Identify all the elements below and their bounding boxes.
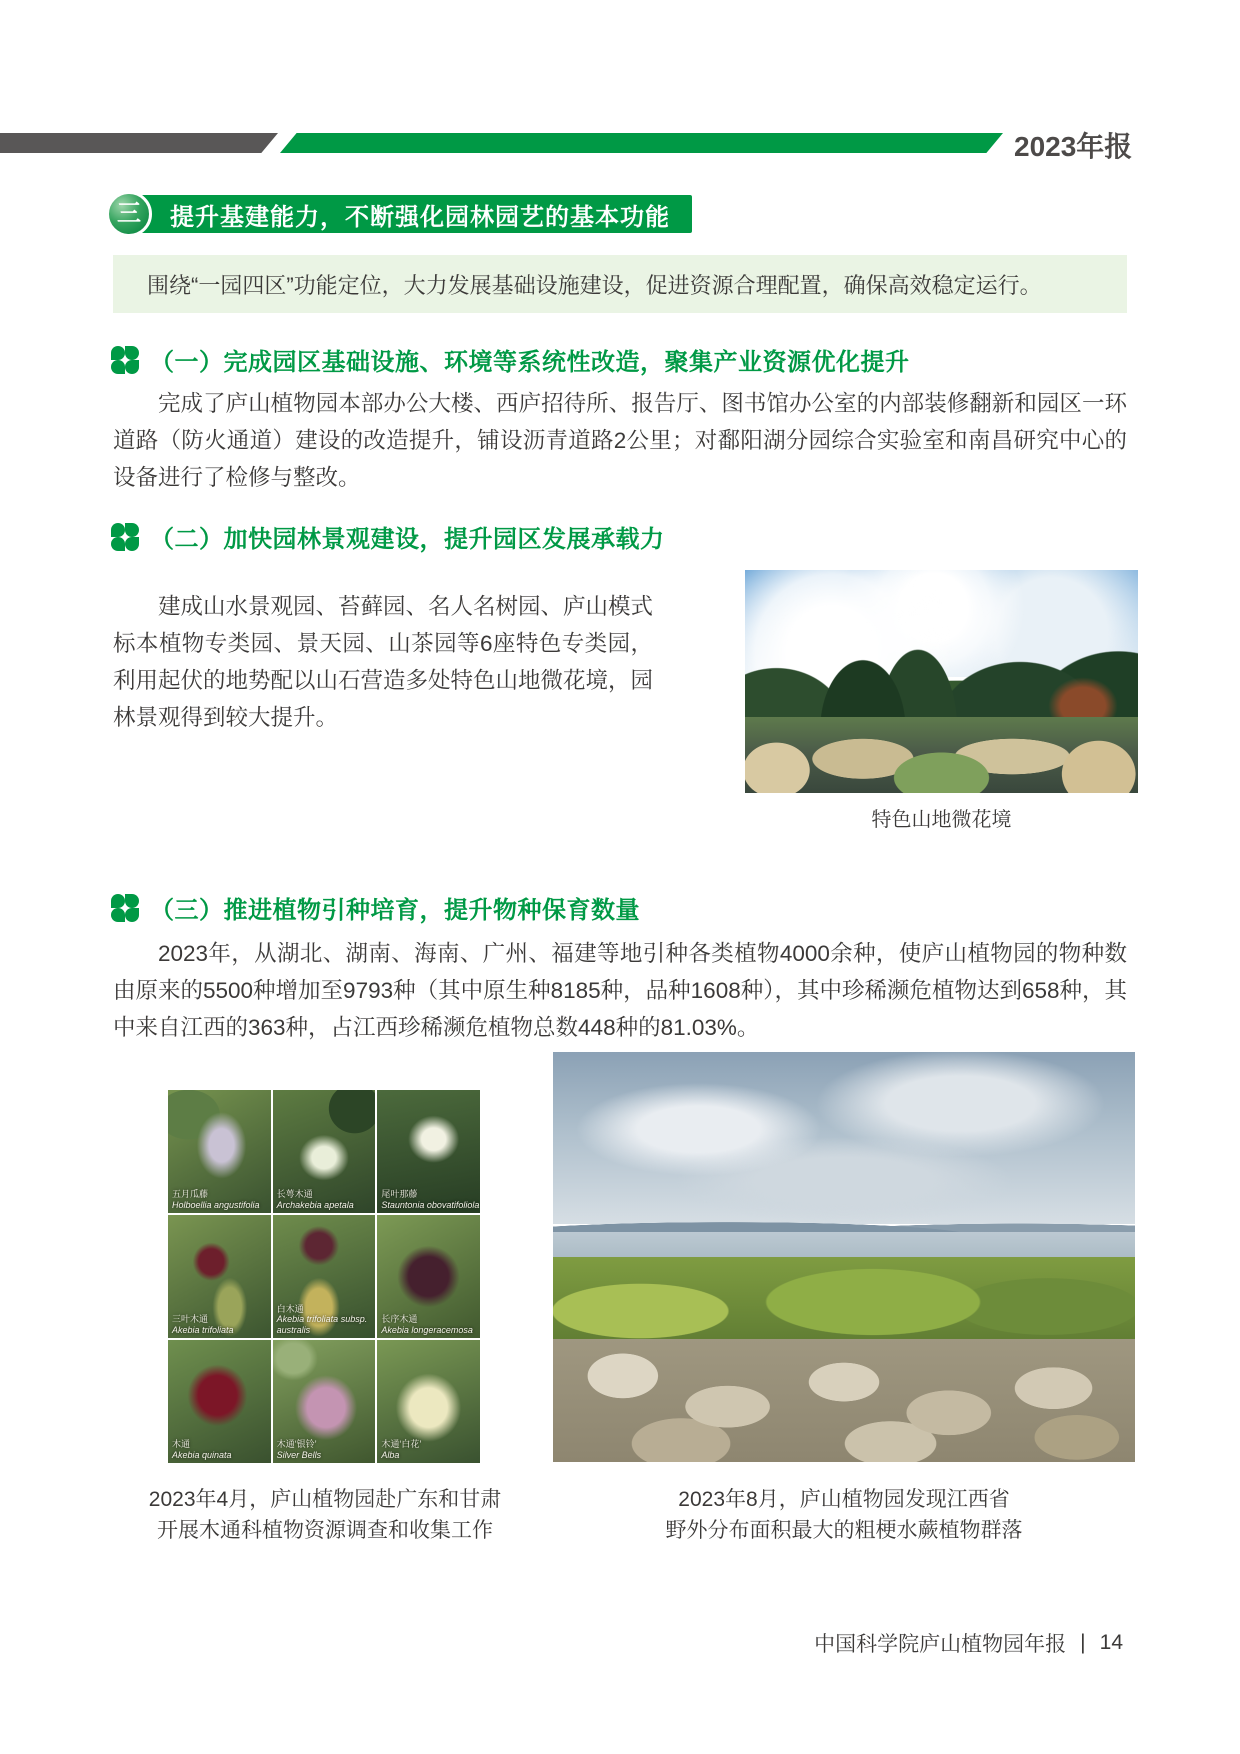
plant-name-latin: Silver Bells: [276, 1449, 322, 1460]
right-caption-line1: 2023年8月，庐山植物园发现江西省: [678, 1488, 1010, 1511]
section-2-paragraph: [113, 588, 653, 736]
wetland-photo-marsh: [553, 1257, 1135, 1347]
banner-title: 提升基建能力，不断强化园林园艺的基本功能: [170, 203, 670, 231]
section-banner: [117, 195, 692, 233]
section-3-paragraph-text: 2023年，从湖北、湖南、海南、广州、福建等地引种各类植物4000余种，使庐山植物园的物种数由原来的5500种增加至9793种（其中原生种8185种，品种1608种），其中珍稀濒危植物达到658种，其中来自江西的363种，占江西珍稀濒危植物总数448种的81.03%。: [113, 941, 1128, 1040]
header-green-bar: [280, 133, 1003, 153]
plant-name-latin: Akebia quinata: [172, 1449, 232, 1460]
plant-name-latin: Akebia trifoliata: [172, 1324, 234, 1335]
garden-photo: [745, 570, 1138, 793]
plant-name-latin: Akebia trifoliata subsp. australis: [276, 1314, 368, 1335]
footer-separator: |: [1080, 1631, 1086, 1654]
plant-cell: [273, 1090, 376, 1213]
plant-name-latin: Stauntonia obovatifoliola: [381, 1199, 480, 1210]
footer-page-number: 14: [1099, 1631, 1123, 1654]
right-photo-caption: [553, 1484, 1135, 1546]
section-2-paragraph-text: 建成山水景观园、苔藓园、名人名树园、庐山模式标本植物专类园、景天园、山茶园等6座特色专类园，利用起伏的地势配以山石营造多处特色山地微花境，园林景观得到较大提升。: [113, 594, 654, 730]
header-year-label: 2023年报: [1014, 131, 1133, 162]
intro-box: [113, 255, 1127, 313]
plant-name-cn: 长萼木通: [276, 1189, 313, 1200]
akebia-plant-grid-photo: [168, 1090, 480, 1463]
intro-text: 围绕“一园四区”功能定位，大力发展基础设施建设，促进资源合理配置，确保高效稳定运行。: [147, 272, 1042, 298]
plant-name-latin: Holboellia angustifolia: [172, 1199, 260, 1210]
page-footer: [814, 1628, 1123, 1658]
plant-name-cn: 长序木通: [381, 1314, 418, 1325]
left-photo-caption: [130, 1484, 520, 1546]
wetland-photo-rocks: [553, 1339, 1135, 1462]
plant-name-latin: Akebia longeracemosa: [381, 1324, 473, 1335]
plant-name-cn: 尾叶那藤: [381, 1189, 418, 1200]
plant-name-cn: 白木通: [276, 1303, 304, 1314]
plant-name-cn: 五月瓜藤: [172, 1189, 209, 1200]
plant-cell: [168, 1090, 271, 1213]
section-3-heading: （三）推进植物引种培育，提升物种保育数量: [150, 897, 640, 924]
section-3-paragraph: [113, 935, 1127, 1046]
banner-index-icon: [106, 191, 152, 237]
wetland-photo-sky: [553, 1052, 1135, 1224]
left-caption-line2: 开展木通科植物资源调查和收集工作: [157, 1519, 493, 1542]
plant-cell: [273, 1340, 376, 1463]
plant-name-cn: 三叶木通: [172, 1314, 209, 1325]
footer-report-title: 中国科学院庐山植物园年报: [814, 1633, 1067, 1656]
section-2-heading-row: [110, 519, 665, 554]
header-gray-bar: [0, 133, 278, 153]
garden-photo-pond-rocks: [745, 717, 1138, 793]
right-caption-line2: 野外分布面积最大的粗梗水蕨植物群落: [665, 1519, 1023, 1542]
plant-name-cn: 木通: [172, 1439, 191, 1450]
plant-cell: [377, 1340, 480, 1463]
plant-cell: [168, 1215, 271, 1338]
section-2-heading: （二）加快园林景观建设，提升园区发展承载力: [150, 526, 665, 553]
clover-icon: [110, 893, 140, 923]
garden-photo-caption: 特色山地微花境: [871, 809, 1012, 831]
wetland-photo: [553, 1052, 1135, 1462]
plant-name-cn: 木通‘白花’: [381, 1439, 422, 1450]
section-3-heading-row: [110, 890, 640, 925]
plant-name-latin: Alba: [381, 1449, 400, 1460]
plant-name-cn: 木通‘银铃’: [276, 1439, 317, 1450]
section-1-paragraph-text: 完成了庐山植物园本部办公大楼、西庐招待所、报告厅、图书馆办公室的内部装修翻新和园区一环道路（防火通道）建设的改造提升，铺设沥青道路2公里；对鄱阳湖分园综合实验室和南昌研究中心的设备进行了检修与整改。: [113, 391, 1127, 490]
plant-cell: [377, 1090, 480, 1213]
clover-icon: [110, 345, 140, 375]
left-caption-line1: 2023年4月，庐山植物园赴广东和甘肃: [148, 1488, 502, 1511]
section-1-paragraph: [113, 385, 1127, 496]
clover-icon: [110, 522, 140, 552]
section-1-heading: （一）完成园区基础设施、环境等系统性改造，聚集产业资源优化提升: [150, 349, 910, 376]
section-1-heading-row: [110, 342, 910, 377]
plant-cell: [377, 1215, 480, 1338]
plant-cell: [273, 1215, 376, 1338]
plant-name-latin: Archakebia apetala: [276, 1199, 354, 1210]
banner-index-text: 三: [117, 200, 141, 227]
plant-cell: [168, 1340, 271, 1463]
